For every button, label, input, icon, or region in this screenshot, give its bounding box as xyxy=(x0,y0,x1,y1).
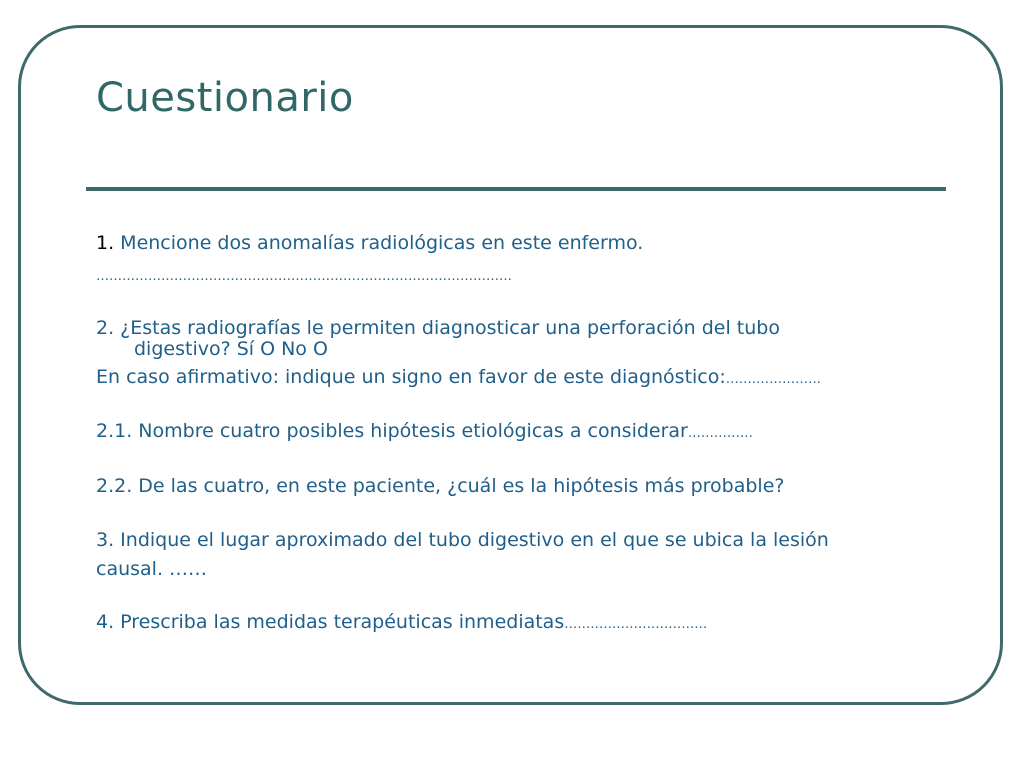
question-3-line-2: causal. …… xyxy=(96,558,208,580)
question-4-text: 4. Prescriba las medidas terapéuticas inmediatas xyxy=(96,611,565,633)
question-2-line-1: 2. ¿Estas radiografías le permiten diagnosticar una perforación del tubo xyxy=(96,317,780,339)
question-2-line-2: digestivo? Sí O No O xyxy=(134,338,328,360)
question-2-1 xyxy=(96,420,753,445)
page-title: Cuestionario xyxy=(96,75,354,121)
slide-frame xyxy=(18,25,1003,705)
question-2-2: 2.2. De las cuatro, en este paciente, ¿cuál es la hipótesis más probable? xyxy=(96,475,785,497)
question-4 xyxy=(96,611,707,636)
question-1-text: Mencione dos anomalías radiológicas en este enfermo. xyxy=(114,232,644,254)
question-3-line-1: 3. Indique el lugar aproximado del tubo digestivo en el que se ubica la lesión xyxy=(96,529,829,551)
question-2-followup-blank: …………………. xyxy=(725,372,821,387)
question-2-1-blank: …………… xyxy=(687,426,753,441)
question-1 xyxy=(96,232,643,254)
question-2-1-text: 2.1. Nombre cuatro posibles hipótesis etiológicas a considerar xyxy=(96,420,688,442)
question-2-followup xyxy=(96,366,821,391)
question-2-followup-text: En caso afirmativo: indique un signo en favor de este diagnóstico: xyxy=(96,366,726,388)
question-1-answer-blank: …………………………………………………………………………………… xyxy=(96,269,512,284)
question-4-blank: …………………………… xyxy=(564,617,708,632)
title-divider xyxy=(86,187,946,191)
question-1-number: 1. xyxy=(96,232,115,254)
